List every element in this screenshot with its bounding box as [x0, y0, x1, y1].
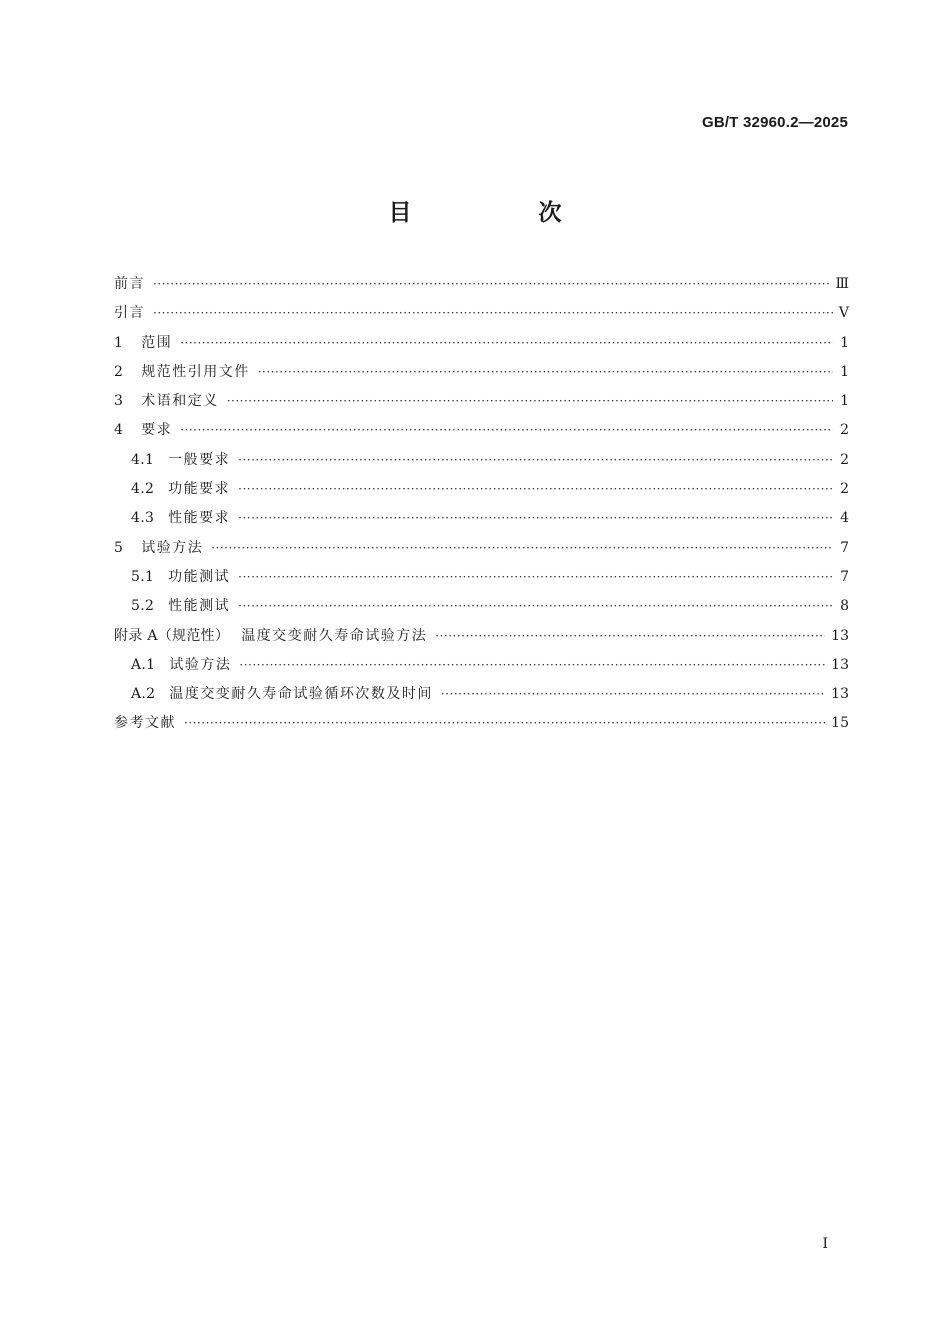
toc-leader-dots	[435, 622, 825, 651]
toc-leader-dots	[227, 387, 833, 416]
toc-entry-title: 功能要求	[168, 481, 231, 498]
toc-entry[interactable]	[114, 563, 849, 592]
toc-entry[interactable]	[114, 592, 849, 621]
toc-entry-page: 1	[840, 363, 849, 380]
toc-leader-dots	[238, 563, 833, 592]
toc-entry[interactable]	[114, 709, 849, 738]
toc-entry-number: 2	[114, 363, 124, 380]
toc-entry[interactable]	[114, 416, 849, 445]
toc-entry[interactable]	[114, 270, 849, 299]
toc-entry[interactable]	[114, 680, 849, 709]
standard-number: GB/T 32960.2—2025	[702, 114, 848, 131]
toc-entry-number: A.2	[131, 686, 156, 703]
toc-entry-page: 13	[831, 656, 849, 673]
toc-entry[interactable]	[114, 622, 849, 651]
toc-entry-number: 4.2	[131, 481, 155, 498]
toc-entry-title: 要求	[141, 422, 173, 439]
toc-entry[interactable]	[114, 446, 849, 475]
table-of-contents	[114, 270, 849, 739]
toc-entry[interactable]	[114, 358, 849, 387]
toc-entry-page: 1	[840, 393, 849, 410]
toc-leader-dots	[184, 709, 825, 738]
toc-entry-page: 15	[831, 715, 849, 732]
toc-leader-dots	[180, 329, 833, 358]
toc-entry-title: 温度交变耐久寿命试验循环次数及时间	[169, 686, 433, 703]
toc-leader-dots	[238, 592, 833, 621]
toc-entry[interactable]	[114, 534, 849, 563]
toc-entry-title: 范围	[141, 334, 173, 351]
toc-entry-page: Ⅴ	[838, 305, 849, 322]
toc-leader-dots	[153, 299, 833, 328]
toc-entry-number: 4.3	[131, 510, 155, 527]
toc-entry-page: 2	[840, 451, 849, 468]
toc-entry-title: 性能要求	[168, 510, 231, 527]
toc-title: 目 次	[388, 200, 614, 226]
toc-entry-page: 13	[831, 627, 849, 644]
toc-entry-page: 8	[840, 598, 849, 615]
toc-entry-page: 7	[840, 568, 849, 585]
toc-leader-dots	[211, 534, 833, 563]
toc-leader-dots	[239, 651, 825, 680]
toc-leader-dots	[258, 358, 833, 387]
toc-entry-page: 2	[840, 481, 849, 498]
toc-entry-page: 13	[831, 686, 849, 703]
toc-entry-page: 2	[840, 422, 849, 439]
toc-entry[interactable]	[114, 299, 849, 328]
toc-leader-dots	[238, 475, 833, 504]
toc-entry-page: Ⅲ	[835, 276, 849, 292]
toc-entry-number: 4.1	[131, 451, 155, 468]
toc-entry-title: 前言	[114, 276, 145, 292]
toc-entry-title: 术语和定义	[141, 393, 219, 410]
toc-entry-title: 性能测试	[168, 598, 231, 615]
toc-leader-dots	[153, 270, 829, 299]
toc-entry-title: 规范性引用文件	[141, 363, 250, 380]
toc-entry[interactable]	[114, 387, 849, 416]
toc-entry-title: 试验方法	[169, 656, 232, 673]
toc-entry-number: 5.2	[131, 598, 155, 615]
toc-entry-title: 功能测试	[168, 568, 231, 585]
toc-entry-title: 引言	[114, 305, 145, 322]
toc-entry[interactable]	[114, 475, 849, 504]
toc-entry[interactable]	[114, 651, 849, 680]
toc-entry-title: 参考文献	[114, 715, 176, 732]
toc-entry-page: 7	[840, 539, 849, 556]
page-number: I	[822, 1236, 828, 1252]
toc-entry-title: 一般要求	[168, 451, 231, 468]
toc-entry-page: 4	[840, 510, 849, 527]
toc-entry-title: 试验方法	[141, 539, 204, 556]
toc-entry-title: 温度交变耐久寿命试验方法	[241, 627, 428, 644]
toc-leader-dots	[441, 680, 825, 709]
toc-entry-number: A.1	[131, 656, 156, 673]
toc-entry-number: 5	[114, 539, 124, 556]
toc-entry-number: 附录 A（规范性）	[114, 627, 230, 644]
toc-entry-number: 1	[114, 334, 124, 351]
toc-leader-dots	[238, 446, 833, 475]
toc-entry[interactable]	[114, 504, 849, 533]
toc-entry-page: 1	[840, 334, 849, 351]
toc-leader-dots	[180, 416, 833, 445]
toc-entry[interactable]	[114, 329, 849, 358]
toc-entry-number: 5.1	[131, 568, 155, 585]
toc-entry-number: 4	[114, 422, 124, 439]
toc-leader-dots	[238, 504, 833, 533]
toc-entry-number: 3	[114, 393, 124, 410]
